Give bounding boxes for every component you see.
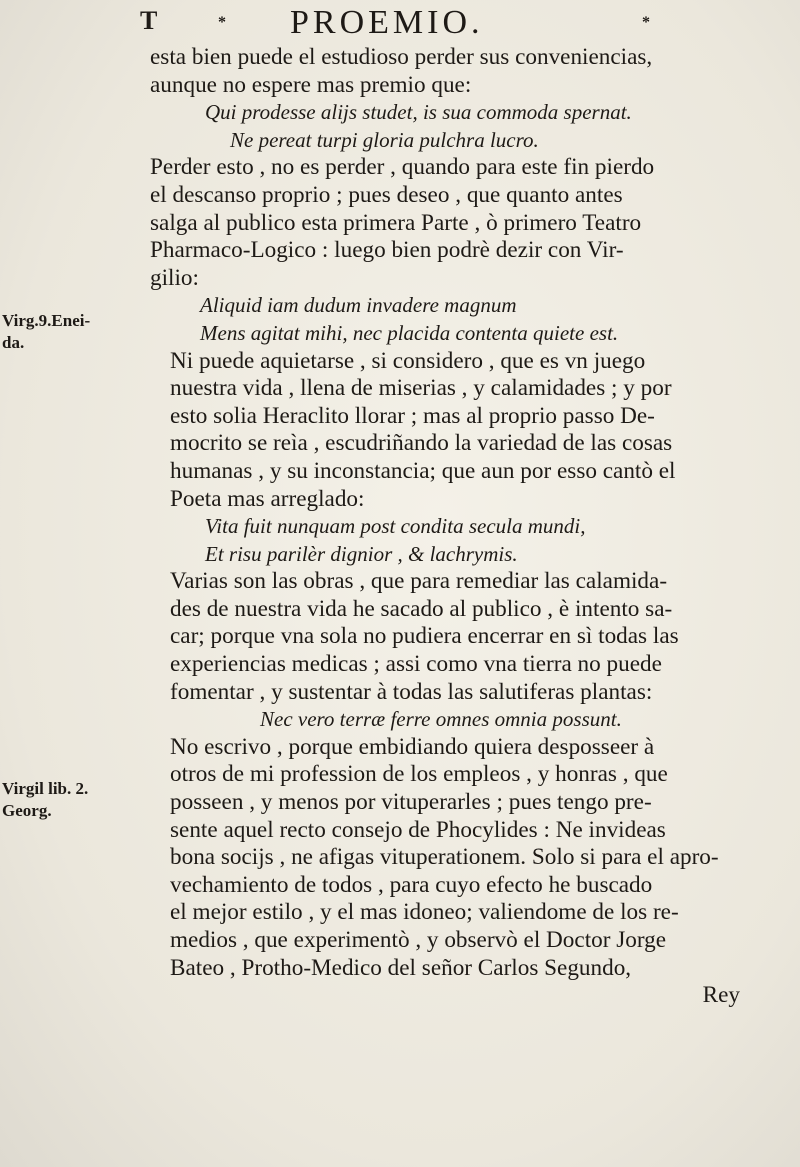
text-line: des de nuestra vida he sacado al publico , è intento sa-: [170, 595, 673, 622]
header-star-right: *: [642, 14, 650, 31]
text-line: mocrito se reìa , escudriñando la variedad de las cosas: [170, 430, 673, 457]
latin-quote-line: Vita fuit nunquam post condita secula mundi,: [205, 514, 586, 539]
text-line: Poeta mas arreglado:: [170, 485, 365, 512]
text-line: Pharmaco-Logico : luego bien podrè dezir con Vir-: [150, 237, 624, 264]
text-line: vechamiento de todos , para cuyo efecto he buscado: [170, 871, 653, 898]
text-line: esto solia Heraclito llorar ; mas al proprio passo De-: [170, 402, 655, 429]
running-header: [0, 4, 800, 44]
text-line: fomentar , y sustentar à todas las salutiferas plantas:: [170, 678, 653, 705]
text-line: otros de mi profession de los empleos , y honras , que: [170, 761, 668, 788]
header-star: *: [218, 14, 226, 31]
text-line: aunque no espere mas premio que:: [150, 71, 472, 98]
latin-quote-line: Nec vero terræ ferre omnes omnia possunt.: [260, 707, 622, 732]
text-line: bona socijs , ne afigas vituperationem. Solo si para el apro-: [170, 844, 719, 871]
margin-note-virgil-eneida: [2, 310, 142, 354]
margin-note-line: Virg.9.Enei-: [2, 311, 91, 330]
body-text: [150, 44, 780, 1010]
latin-quote-line: Et risu parilèr dignior , & lachrymis.: [205, 541, 518, 566]
text-line: el descanso proprio ; pues deseo , que quanto antes: [150, 181, 623, 208]
text-line: salga al publico esta primera Parte , ò primero Teatro: [150, 209, 642, 236]
margin-note-line: da.: [2, 333, 25, 352]
text-line: nuestra vida , llena de miserias , y calamidades ; y por: [170, 375, 672, 402]
text-line: gilio:: [150, 264, 199, 291]
text-line: el mejor estilo , y el mas idoneo; valiendome de los re-: [170, 899, 679, 926]
text-line: Bateo , Protho-Medico del señor Carlos Segundo,: [170, 954, 632, 981]
text-line: esta bien puede el estudioso perder sus conveniencias,: [150, 44, 653, 70]
latin-quote-line: Qui prodesse alijs studet, is sua commoda spernat.: [205, 100, 632, 125]
text-line: Varias son las obras , que para remediar las calamida-: [170, 568, 668, 595]
margin-note-virgil-georgics: [2, 778, 142, 822]
latin-quote-line: Mens agitat mihi, nec placida contenta quiete est.: [200, 320, 619, 345]
latin-quote-line: Ne pereat turpi gloria pulchra lucro.: [230, 127, 539, 152]
page-title: PROEMIO.: [290, 4, 484, 41]
text-line: sente aquel recto consejo de Phocylides : Ne invideas: [170, 816, 666, 843]
text-line: medios , que experimentò , y observò el Doctor Jorge: [170, 927, 667, 953]
text-line: Perder esto , no es perder , quando para este fin pierdo: [150, 154, 655, 181]
text-line: experiencias medicas ; assi como vna tierra no puede: [170, 651, 662, 678]
text-line: Ni puede aquietarse , si considero , que es vn juego: [170, 347, 646, 374]
text-line: posseen , y menos por vituperarles ; pues tengo pre-: [170, 789, 652, 816]
text-line: No escrivo , porque embidiando quiera desposseer à: [170, 733, 655, 760]
margin-note-line: Virgil lib. 2.: [2, 779, 89, 798]
latin-quote-line: Aliquid iam dudum invadere magnum: [200, 293, 517, 318]
text-line: car; porque vna sola no pudiera encerrar en sì todas las: [170, 623, 679, 650]
catchword: Rey: [702, 982, 740, 1009]
margin-note-line: Georg.: [2, 801, 52, 820]
header-signature-mark: T: [140, 6, 158, 35]
text-line: humanas , y su inconstancia; que aun por esso cantò el: [170, 457, 676, 484]
